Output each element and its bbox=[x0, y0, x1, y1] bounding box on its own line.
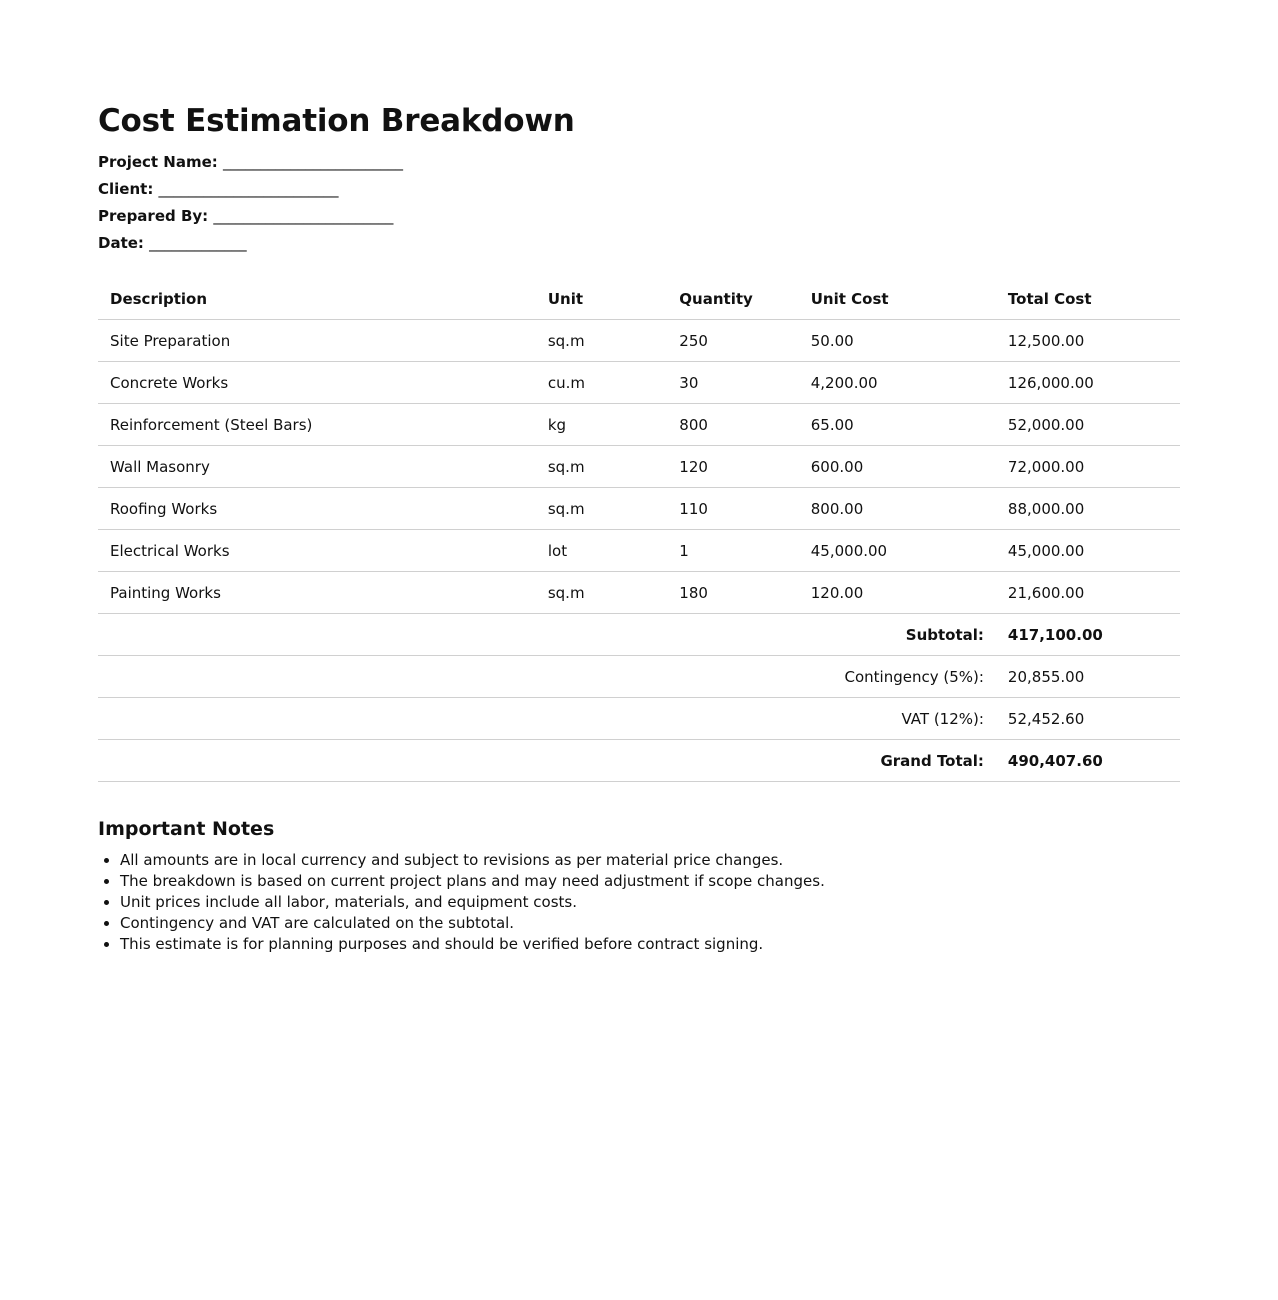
header-quantity: Quantity bbox=[667, 279, 798, 320]
cost-table bbox=[98, 279, 1180, 782]
table-row bbox=[98, 446, 1180, 488]
table-row bbox=[98, 404, 1180, 446]
grand-total-value: 490,407.60 bbox=[996, 740, 1180, 782]
table-row bbox=[98, 530, 1180, 572]
date-blank: _____________ bbox=[149, 234, 247, 252]
header-description: Description bbox=[98, 279, 536, 320]
grand-total-label: Grand Total: bbox=[98, 740, 996, 782]
cell-description: Wall Masonry bbox=[98, 446, 536, 488]
cell-quantity: 800 bbox=[667, 404, 798, 446]
header-unit: Unit bbox=[536, 279, 667, 320]
table-row bbox=[98, 362, 1180, 404]
cell-description: Electrical Works bbox=[98, 530, 536, 572]
cell-description: Reinforcement (Steel Bars) bbox=[98, 404, 536, 446]
cell-description: Painting Works bbox=[98, 572, 536, 614]
table-row bbox=[98, 488, 1180, 530]
cell-unit: sq.m bbox=[536, 446, 667, 488]
project-name-label: Project Name: bbox=[98, 153, 218, 171]
table-header-row bbox=[98, 279, 1180, 320]
notes-heading: Important Notes bbox=[98, 818, 275, 840]
cell-description: Site Preparation bbox=[98, 320, 536, 362]
cell-unit-cost: 4,200.00 bbox=[799, 362, 996, 404]
cell-total-cost: 52,000.00 bbox=[996, 404, 1180, 446]
document-page bbox=[98, 98, 1180, 955]
list-item: • All amounts are in local currency and subject to revisions as per material price changes. bbox=[120, 850, 1180, 871]
grand-total-row bbox=[98, 740, 1180, 782]
cell-unit-cost: 120.00 bbox=[799, 572, 996, 614]
contingency-row bbox=[98, 656, 1180, 698]
client-line bbox=[98, 176, 1180, 203]
subtotal-row bbox=[98, 614, 1180, 656]
subtotal-label: Subtotal: bbox=[98, 614, 996, 656]
list-item: • The breakdown is based on current project plans and may need adjustment if scope changes. bbox=[120, 871, 1180, 892]
cell-description: Concrete Works bbox=[98, 362, 536, 404]
vat-label: VAT (12%): bbox=[98, 698, 996, 740]
list-item: • Contingency and VAT are calculated on the subtotal. bbox=[120, 913, 1180, 934]
client-label: Client: bbox=[98, 180, 154, 198]
cell-total-cost: 12,500.00 bbox=[996, 320, 1180, 362]
contingency-label: Contingency (5%): bbox=[98, 656, 996, 698]
project-name-line bbox=[98, 149, 1180, 176]
vat-row bbox=[98, 698, 1180, 740]
cell-total-cost: 45,000.00 bbox=[996, 530, 1180, 572]
cell-unit-cost: 50.00 bbox=[799, 320, 996, 362]
vat-value: 52,452.60 bbox=[996, 698, 1180, 740]
project-meta bbox=[98, 149, 1180, 257]
cell-unit-cost: 600.00 bbox=[799, 446, 996, 488]
cell-quantity: 120 bbox=[667, 446, 798, 488]
cell-unit: sq.m bbox=[536, 320, 667, 362]
list-item: • Unit prices include all labor, materials, and equipment costs. bbox=[120, 892, 1180, 913]
header-total-cost: Total Cost bbox=[996, 279, 1180, 320]
prepared-by-blank: ________________________ bbox=[213, 207, 394, 225]
client-blank: ________________________ bbox=[158, 180, 339, 198]
table-row bbox=[98, 320, 1180, 362]
notes-list bbox=[98, 850, 1180, 955]
cell-quantity: 250 bbox=[667, 320, 798, 362]
cell-quantity: 30 bbox=[667, 362, 798, 404]
cell-total-cost: 21,600.00 bbox=[996, 572, 1180, 614]
date-line bbox=[98, 230, 1180, 257]
cell-unit: cu.m bbox=[536, 362, 667, 404]
table-row bbox=[98, 572, 1180, 614]
cell-description: Roofing Works bbox=[98, 488, 536, 530]
prepared-by-line bbox=[98, 203, 1180, 230]
cell-total-cost: 72,000.00 bbox=[996, 446, 1180, 488]
cell-quantity: 1 bbox=[667, 530, 798, 572]
subtotal-value: 417,100.00 bbox=[996, 614, 1180, 656]
contingency-value: 20,855.00 bbox=[996, 656, 1180, 698]
cell-total-cost: 126,000.00 bbox=[996, 362, 1180, 404]
cell-unit-cost: 45,000.00 bbox=[799, 530, 996, 572]
cell-unit: kg bbox=[536, 404, 667, 446]
prepared-by-label: Prepared By: bbox=[98, 207, 209, 225]
cell-unit: sq.m bbox=[536, 488, 667, 530]
cell-unit: lot bbox=[536, 530, 667, 572]
cell-quantity: 180 bbox=[667, 572, 798, 614]
date-label: Date: bbox=[98, 234, 144, 252]
header-unit-cost: Unit Cost bbox=[799, 279, 996, 320]
list-item: • This estimate is for planning purposes and should be verified before contract signing. bbox=[120, 934, 1180, 955]
cell-unit: sq.m bbox=[536, 572, 667, 614]
cell-total-cost: 88,000.00 bbox=[996, 488, 1180, 530]
document-title: Cost Estimation Breakdown bbox=[98, 103, 575, 139]
cell-quantity: 110 bbox=[667, 488, 798, 530]
project-name-blank: ________________________ bbox=[223, 153, 404, 171]
cell-unit-cost: 800.00 bbox=[799, 488, 996, 530]
cell-unit-cost: 65.00 bbox=[799, 404, 996, 446]
